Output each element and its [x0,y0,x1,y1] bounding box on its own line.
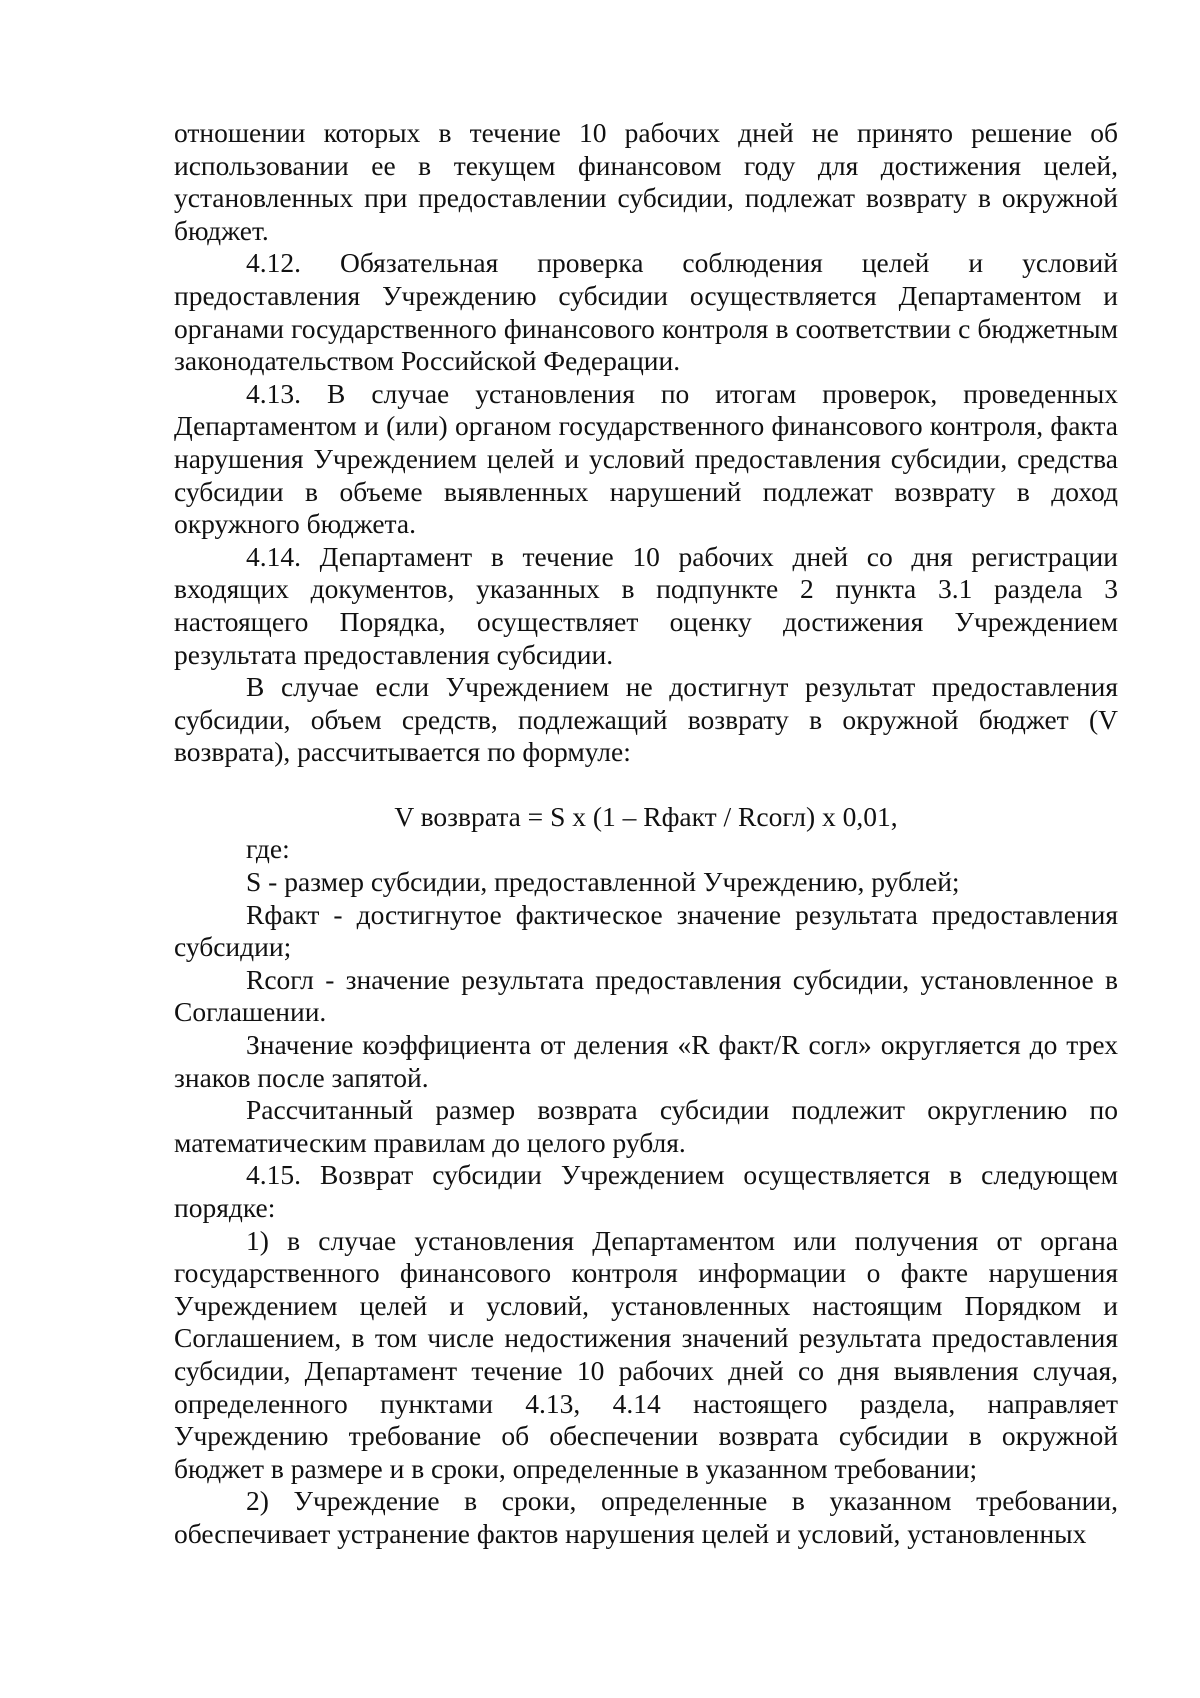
paragraph-amount-rounding: Рассчитанный размер возврата субсидии подлежит округлению по математическим правилам до целого рубля. [174,1094,1118,1158]
paragraph-4-13: 4.13. В случае установления по итогам проверок, проведенных Департаментом и (или) органом государственного финансового контроля, факта нарушения Учреждением целей и условий предоставления субсидии, средства субсидии в объеме выявленных нарушений подлежат возврату в доход окружного бюджета. [174,377,1118,540]
definition-s: S - размер субсидии, предоставленной Учреждению, рублей; [246,866,960,898]
paragraph-continuation: отношении которых в течение 10 рабочих дней не принято решение об использовании ее в текущем финансовом году для достижения целей, установленных при предоставлении субсидии, подлежат возврату в окружной бюджет. [174,117,1118,246]
list-item-1: 1) в случае установления Департаментом или получения от органа государственного финансового контроля информации о факте нарушения Учреждением целей и условий, установленных настоящим Порядком и Соглашением, в том числе недостижения значений результата предоставления субсидии, Департамент течение 10 рабочих дней со дня выявления случая, определенного пунктами 4.13, 4.14 настоящего раздела, направляет Учреждению требование об обеспечении возврата субсидии в окружной бюджет в размере и в сроки, определенные в указанном требовании; [174,1224,1118,1484]
list-item-2: 2) Учреждение в сроки, определенные в указанном требовании, обеспечивает устранение фактов нарушения целей и условий, установленных [174,1485,1118,1549]
paragraph-4-15: 4.15. Возврат субсидии Учреждением осуществляется в следующем порядке: [174,1159,1118,1223]
paragraph-coefficient-rounding: Значение коэффициента от деления «R факт/R согл» округляется до трех знаков после запятой. [174,1029,1118,1093]
paragraph-4-12: 4.12. Обязательная проверка соблюдения целей и условий предоставления Учреждению субсидии осуществляется Департаментом и органами государственного финансового контроля в соответствии с бюджетным законодательством Российской Федерации. [174,247,1118,377]
definition-rsogl: Rсогл - значение результата предоставления субсидии, установленное в Соглашении. [174,963,1118,1028]
formula: V возврата = S x (1 – Rфакт / Rсогл) x 0,01, [394,800,898,832]
paragraph-formula-intro: В случае если Учреждением не достигнут результат предоставления субсидии, объем средств, подлежащий возврату в окружной бюджет (V возврата), рассчитывается по формуле: [174,671,1118,768]
paragraph-where: где: [246,833,290,865]
document-page [174,117,1118,1551]
paragraph-4-14: 4.14. Департамент в течение 10 рабочих дней со дня регистрации входящих документов, указанных в подпункте 2 пункта 3.1 раздела 3 настоящего Порядка, осуществляет оценку достижения Учреждением результата предоставления субсидии. [174,540,1118,670]
definition-rfact: Rфакт - достигнутое фактическое значение результата предоставления субсидии; [174,898,1118,963]
